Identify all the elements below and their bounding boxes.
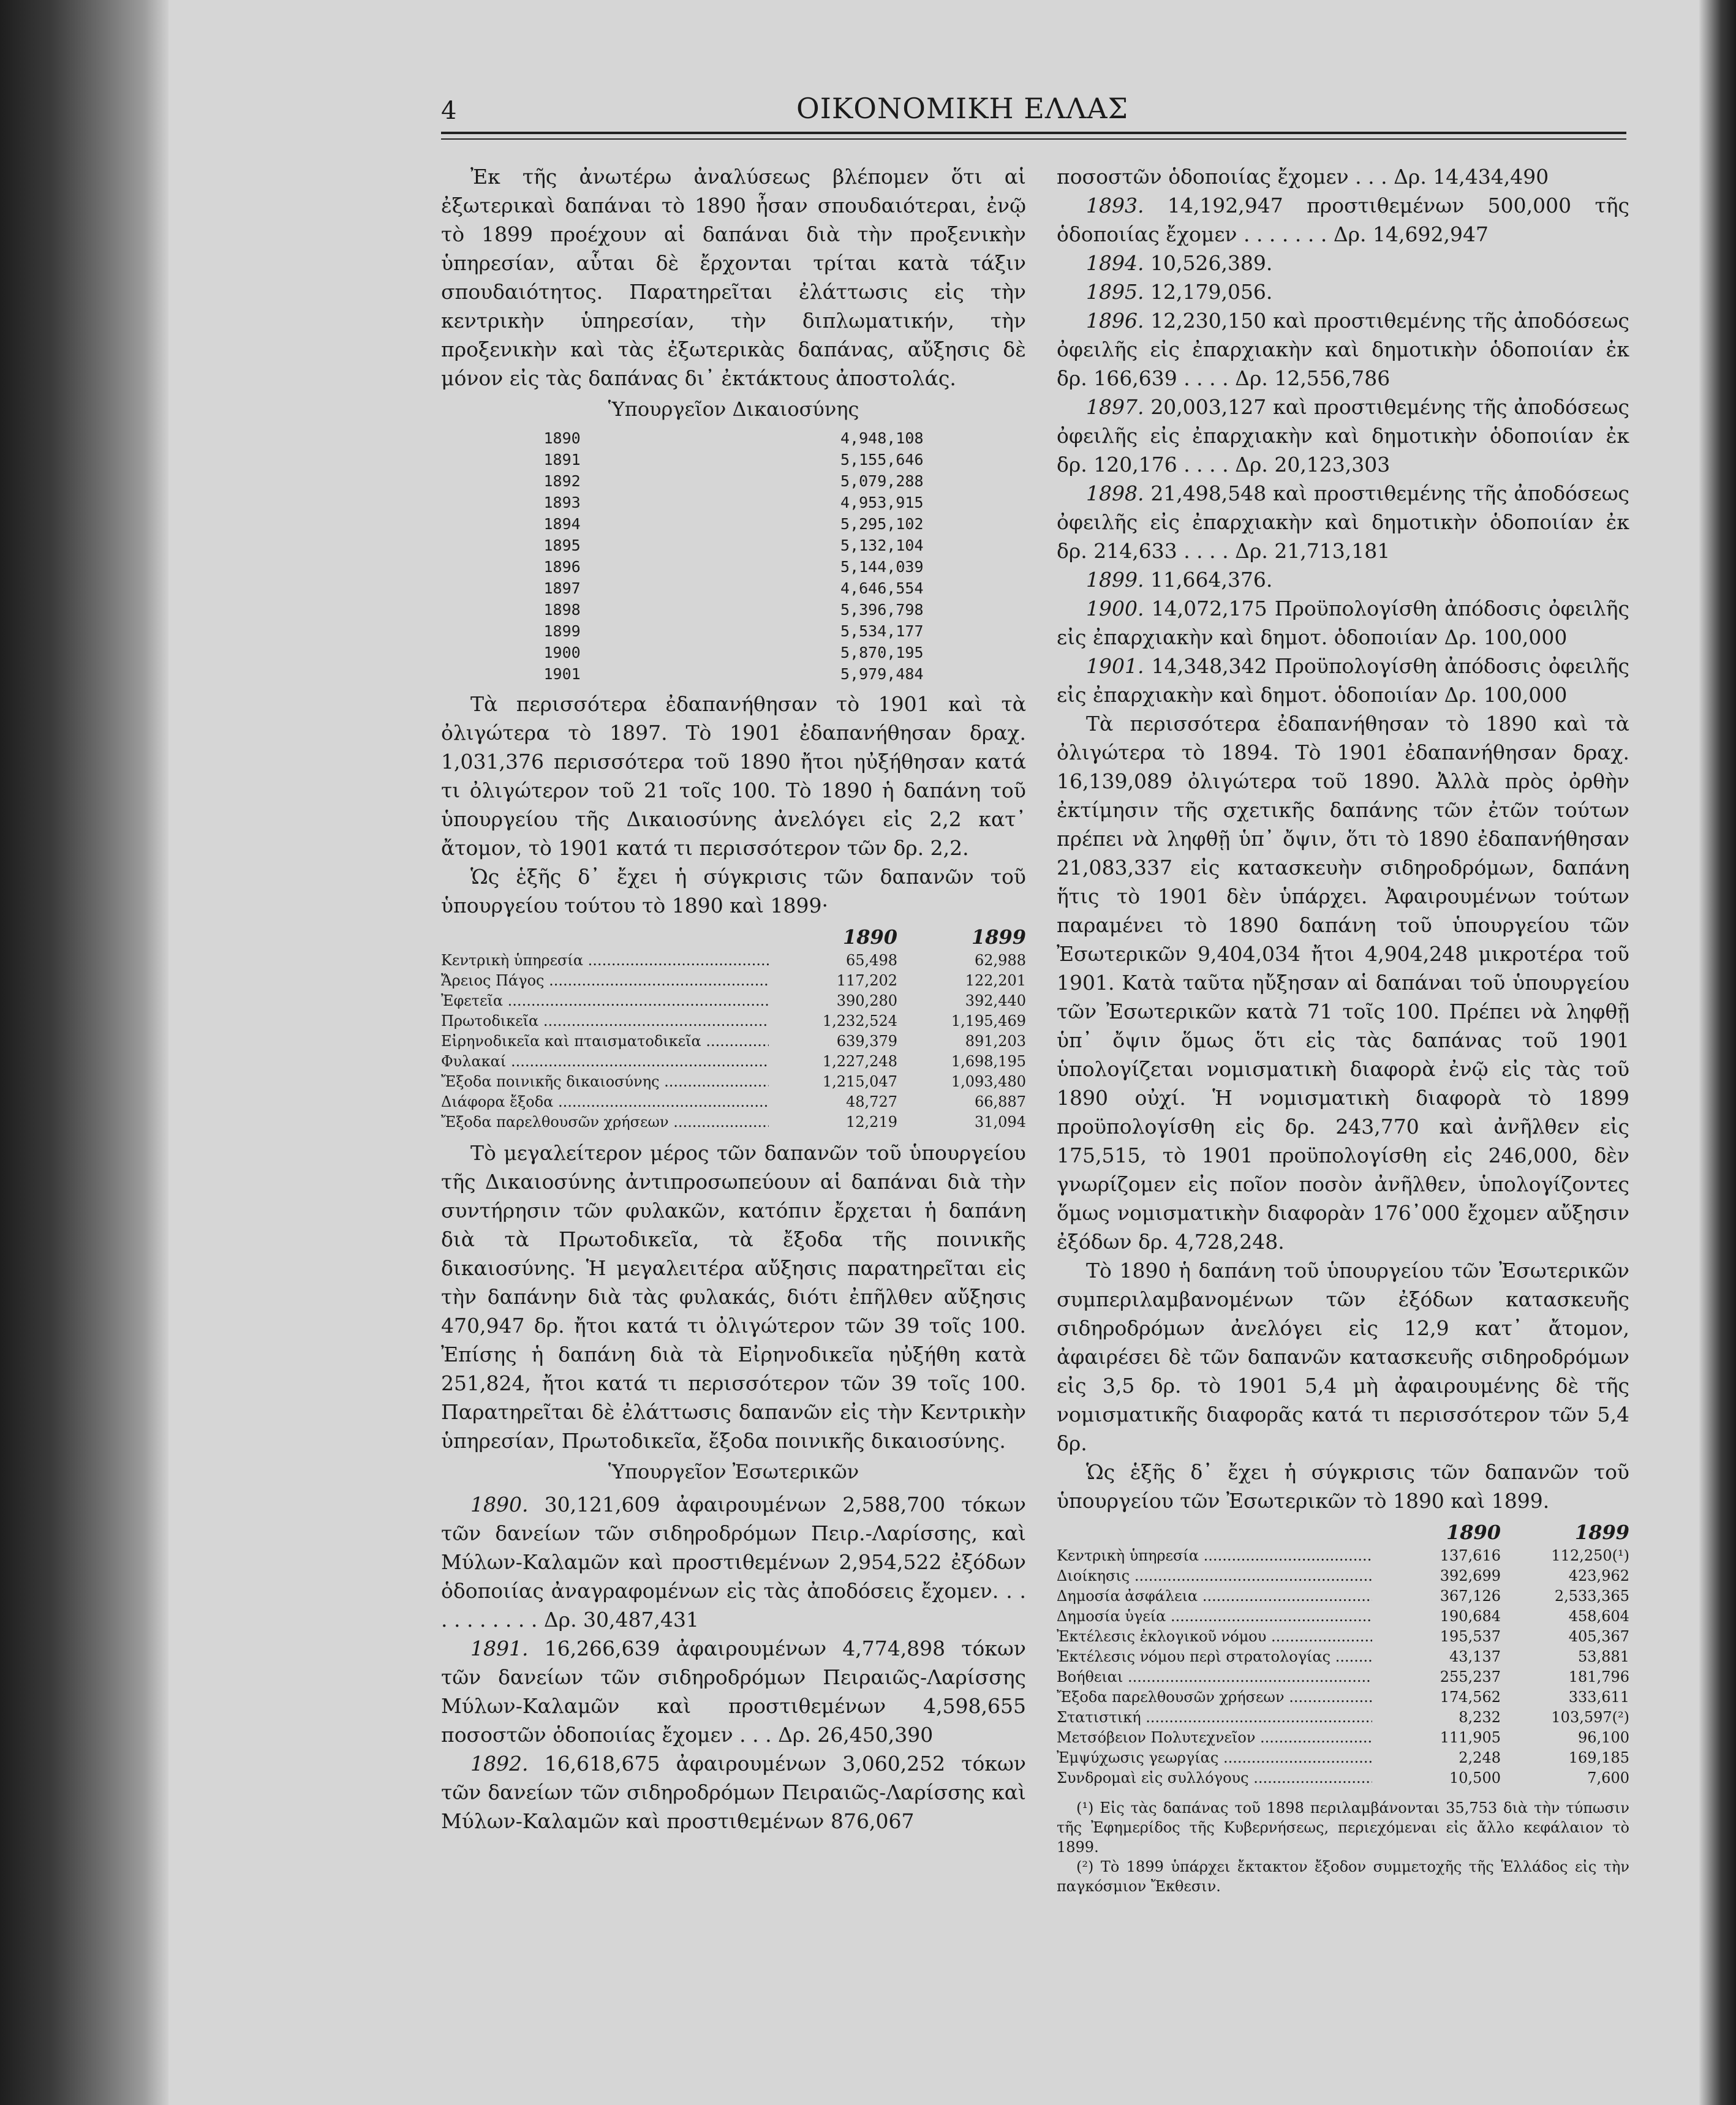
year-label: 1899. <box>1086 568 1144 592</box>
year-entry-1900 <box>1057 594 1629 652</box>
row-label: Δημοσία ὑγεία ..... <box>1057 1606 1372 1627</box>
value-1899: 333,611 <box>1501 1687 1629 1708</box>
value-1899: 7,600 <box>1501 1768 1629 1788</box>
year-label: 1895. <box>1086 280 1144 304</box>
list-item <box>544 663 924 685</box>
value-cell: 5,979,484 <box>840 665 924 683</box>
header-rule <box>441 132 1626 134</box>
year-text: 12,179,056. <box>1150 280 1273 304</box>
value-1899: 62,988 <box>897 951 1026 971</box>
year-cell: 1891 <box>543 451 581 469</box>
year-label: 1894. <box>1086 251 1144 275</box>
footnotes <box>1057 1798 1629 1896</box>
footnote-1: (¹) Εἰς τὰς δαπάνας τοῦ 1898 περιλαμβάνονται 35,753 διὰ τὴν τύπωσιν τῆς Ἐφημερίδος τῆς Κυβερνήσεως, περιεχόμεναι εἰς ἄλλο κεφάλαιον τὸ 1899. <box>1057 1799 1629 1856</box>
value-1890: 390,280 <box>769 991 897 1011</box>
year-entry-1897 <box>1057 393 1629 479</box>
value-1890: 367,126 <box>1372 1586 1501 1606</box>
year-cell: 1890 <box>543 429 581 447</box>
book-binding <box>0 0 144 2105</box>
year-label: 1892. <box>470 1752 529 1776</box>
interior-heading: Ὑπουργεῖον Ἐσωτερικῶν <box>608 1460 859 1483</box>
table-header <box>441 924 1026 951</box>
table-row <box>1057 1606 1629 1627</box>
year-text: 16,618,675 ἀφαιρουμένων 3,060,252 τόκων τῶν δανείων τῶν σιδηροδρόμων Πειραιῶς-Λαρίσσης καὶ Μύλων-Καλαμῶν καὶ προστιθεμένων 876,067 <box>441 1752 1026 1833</box>
year-label: 1897. <box>1086 395 1144 419</box>
table-header-1899: 1899 <box>971 925 1026 949</box>
table-row <box>1057 1768 1629 1788</box>
year-label: 1900. <box>1086 597 1144 620</box>
value-cell: 5,534,177 <box>840 622 924 640</box>
left-column <box>441 162 1026 1836</box>
table-header-1890: 1890 <box>1446 1521 1501 1544</box>
table-row <box>1057 1687 1629 1708</box>
year-text: 14,192,947 προστιθεμένων 500,000 τῆς ὁδοποιίας ἔχομεν . . . . . . . Δρ. 14,692,947 <box>1057 194 1629 246</box>
year-entry-1893 <box>1057 191 1629 249</box>
value-1899: 169,185 <box>1501 1748 1629 1768</box>
justice-paragraph-3: Τὸ μεγαλείτερον μέρος τῶν δαπανῶν τοῦ ὑπουργείου τῆς Δικαιοσύνης ἀντιπροσωπεύουν αἱ δαπάναι διὰ τὴν συντήρησιν τῶν φυλακῶν, κατόπιν ἔρχεται ἡ δαπάνη διὰ τὰ Πρωτοδικεῖα, τὰ ἔξοδα τῆς ποινικῆς δικαιοσύνης. Ἡ μεγαλειτέρα αὔξησις παρατηρεῖται εἰς τὴν δαπάνην διὰ τὰς φυλακάς, διότι ἐπῆλθεν αὔξησις 470,947 δρ. ἤτοι κατά τι ὀλιγώτερον τῶν 39 τοῖς 100. Ἐπίσης ἡ δαπάνη διὰ τὰ Εἰρηνοδικεῖα ηὐξήθη κατὰ 251,824, ἤτοι κατά τι περισσότερον τῶν 39 τοῖς 100. Παρατηρεῖται δὲ ἐλάττωσις δαπανῶν εἰς τὴν Κεντρικὴν ὑπηρεσίαν, Πρωτοδικεῖα, ἔξοδα ποινικῆς δικαιοσύνης. <box>441 1141 1026 1453</box>
row-label: Μετσόβειον Πολυτεχνεῖον ..... <box>1057 1728 1372 1748</box>
value-1899: 1,195,469 <box>897 1011 1026 1031</box>
list-item <box>544 578 924 599</box>
row-label: Βοήθειαι ..... <box>1057 1667 1372 1687</box>
year-cell: 1893 <box>543 494 581 511</box>
year-text: 10,526,389. <box>1150 251 1273 275</box>
footnote-2: (²) Τὸ 1899 ὑπάρχει ἔκτακτον ἔξοδον συμμετοχῆς τῆς Ἑλλάδος εἰς τὴν παγκόσμιον Ἔκθεσιν. <box>1057 1858 1629 1895</box>
list-item <box>544 642 924 663</box>
list-item <box>544 449 924 470</box>
year-text: 21,498,548 καὶ προστιθεμένης τῆς ἀποδόσεως ὀφειλῆς εἰς ἐπαρχιακὴν καὶ δημοτικὴν ὁδοποιίαν ἐκ δρ. 214,633 . . . . Δρ. 21,713,181 <box>1057 481 1629 563</box>
year-cell: 1898 <box>543 601 581 619</box>
table-header <box>1057 1519 1629 1546</box>
value-1899: 405,367 <box>1501 1627 1629 1647</box>
interior-paragraph-3: Ὡς ἑξῆς δ᾽ ἔχει ἡ σύγκρισις τῶν δαπανῶν τοῦ ὑπουργείου τῶν Ἐσωτερικῶν τὸ 1890 καὶ 1899. <box>1057 1460 1629 1513</box>
value-1890: 1,232,524 <box>769 1011 897 1031</box>
list-item <box>544 492 924 513</box>
value-cell: 5,155,646 <box>840 451 924 469</box>
row-label: Εἰρηνοδικεῖα καὶ πταισματοδικεῖα ..... <box>441 1031 769 1052</box>
header-rule-thin <box>441 138 1626 140</box>
table-row <box>441 1031 1026 1052</box>
value-1890: 2,248 <box>1372 1748 1501 1768</box>
value-1890: 12,219 <box>769 1112 897 1132</box>
list-item <box>544 620 924 642</box>
value-1899: 96,100 <box>1501 1728 1629 1748</box>
value-1890: 174,562 <box>1372 1687 1501 1708</box>
value-1899: 392,440 <box>897 991 1026 1011</box>
table-row <box>1057 1627 1629 1647</box>
year-text: 11,664,376. <box>1150 568 1273 592</box>
value-1890: 639,379 <box>769 1031 897 1052</box>
year-text: 16,266,639 ἀφαιρουμένων 4,774,898 τόκων τῶν δανείων τῶν σιδηροδρόμων Πειραιῶς-Λαρίσσης Μύλων-Καλαμῶν καὶ προστιθεμένων 4,598,655 ποσοστῶν ὁδοποιίας ἔχομεν . . . Δρ. 26,450,390 <box>441 1636 1026 1747</box>
value-1890: 195,537 <box>1372 1627 1501 1647</box>
table-row <box>441 1011 1026 1031</box>
justice-paragraph-1: Τὰ περισσότερα ἐδαπανήθησαν τὸ 1901 καὶ τὰ ὀλιγώτερα τὸ 1897. Τὸ 1901 ἐδαπανήθησαν δραχ. 1,031,376 περισσότερα τοῦ 1890 ἤτοι ηὐξήθησαν κατά τι ὀλιγώτερον τοῦ 21 τοῖς 100. Τὸ 1890 ἡ δαπάνη τοῦ ὑπουργείου τῆς Δικαιοσύνης ἀνελόγει εἰς 2,2 κατ᾽ ἄτομον, τὸ 1901 κατά τι περισσότερον τῶν δρ. 2,2. <box>441 692 1026 860</box>
value-cell: 5,870,195 <box>840 644 924 661</box>
year-entry-1899 <box>1057 565 1629 594</box>
year-entry-1890 <box>441 1490 1026 1634</box>
year-entry-1892 <box>441 1749 1026 1836</box>
table-row <box>441 1092 1026 1112</box>
year-cell: 1899 <box>543 622 581 640</box>
value-1899: 103,597(²) <box>1501 1708 1629 1728</box>
row-label: Κεντρικὴ ὑπηρεσία ..... <box>441 951 769 971</box>
year-label: 1891. <box>470 1636 529 1660</box>
value-1899: 1,698,195 <box>897 1052 1026 1072</box>
row-label: Ἐκτέλεσις νόμου περὶ στρατολογίας ..... <box>1057 1647 1372 1667</box>
table-row <box>1057 1728 1629 1748</box>
table-header-1899: 1899 <box>1574 1521 1629 1544</box>
table-row <box>1057 1586 1629 1606</box>
year-entry-1895 <box>1057 277 1629 306</box>
value-1890: 43,137 <box>1372 1647 1501 1667</box>
row-label: Φυλακαί ..... <box>441 1052 769 1072</box>
value-1899: 122,201 <box>897 971 1026 991</box>
value-1899: 458,604 <box>1501 1606 1629 1627</box>
value-1899: 891,203 <box>897 1031 1026 1052</box>
value-cell: 5,079,288 <box>840 472 924 490</box>
justice-year-list <box>544 427 924 685</box>
table-row <box>1057 1647 1629 1667</box>
value-cell: 5,144,039 <box>840 558 924 576</box>
year-text: 14,348,342 Προϋπολογίσθη ἀπόδοσις ὀφειλῆς εἰς ἐπαρχιακὴν καὶ δημοτ. ὁδοποιίαν Δρ. 100,000 <box>1057 654 1629 707</box>
value-1890: 65,498 <box>769 951 897 971</box>
right-column <box>1057 162 1629 1896</box>
list-item <box>544 427 924 449</box>
year-text: 12,230,150 καὶ προστιθεμένης τῆς ἀποδόσεως ὀφειλῆς εἰς ἐπαρχιακὴν καὶ δημοτικὴν ὁδοποιίαν ἐκ δρ. 166,639 . . . . Δρ. 12,556,786 <box>1057 309 1629 390</box>
year-label: 1896. <box>1086 309 1144 333</box>
table-row <box>1057 1748 1629 1768</box>
row-label: Ἐμψύχωσις γεωργίας ..... <box>1057 1748 1372 1768</box>
table-row <box>1057 1566 1629 1586</box>
value-cell: 4,948,108 <box>840 429 924 447</box>
interior-paragraph-1: Τὰ περισσότερα ἐδαπανήθησαν τὸ 1890 καὶ τὰ ὀλιγώτερα τὸ 1894. Τὸ 1901 ἐδαπανήθησαν δραχ. 16,139,089 ὀλιγώτερα τοῦ 1890. Ἀλλὰ πρὸς ὀρθὴν ἐκτίμησιν τῆς σχετικῆς δαπάνης τῶν ἐτῶν τούτων πρέπει νὰ ληφθῇ ὑπ᾽ ὄψιν, ὅτι τὸ 1890 ἐδαπανήθησαν 21,083,337 εἰς κατασκευὴν σιδηροδρόμων, δαπάνη ἥτις τὸ 1901 δὲν ὑπάρχει. Ἀφαιρουμένων τούτων παραμένει τὸ 1890 δαπάνη τοῦ ὑπουργείου τῶν Ἐσωτερικῶν 9,404,034 ἤτοι 4,904,248 μικροτέρα τοῦ 1901. Κατὰ ταῦτα ηὔξησαν αἱ δαπάναι τοῦ ὑπουργείου τῶν Ἐσωτερικῶν κατὰ 71 τοῖς 100. Πρέπει νὰ ληφθῇ ὑπ᾽ ὄψιν ὅμως ὅτι εἰς τὰς δαπάνας τοῦ 1901 ὑπολογίζεται νομισματικὴ διαφορὰ ἐνῷ εἰς τὰς τοῦ 1890 οὐχί. Ἡ νομισματικὴ διαφορὰ τὸ 1899 προϋπολογίσθη εἰς δρ. 243,770 καὶ ἀνῆλθεν εἰς 175,515, τὸ 1901 προϋπολογίσθη εἰς 246,000, δὲν γνωρίζομεν εἰς ποῖον ποσὸν ἀνῆλθεν, ὑπολογίζοντες ὅμως νομισματικὴν διαφορὰν 176᾽000 ἔχομεν αὔξησιν ἐξόδων δρ. 4,728,248. <box>1057 712 1629 1254</box>
year-label: 1898. <box>1086 481 1144 505</box>
year-cell: 1894 <box>543 515 581 533</box>
row-label: Ἐφετεῖα ..... <box>441 991 769 1011</box>
row-label: Ἔξοδα ποινικῆς δικαιοσύνης ..... <box>441 1072 769 1092</box>
justice-comparison-table <box>441 924 1026 1132</box>
list-item <box>544 470 924 492</box>
value-1890: 1,215,047 <box>769 1072 897 1092</box>
justice-heading: Ὑπουργεῖον Δικαιοσύνης <box>608 397 859 421</box>
value-1899: 2,533,365 <box>1501 1586 1629 1606</box>
interior-comparison-table <box>1057 1519 1629 1788</box>
year-cell: 1897 <box>543 579 581 597</box>
year-cell: 1901 <box>543 665 581 683</box>
year-entry-1898 <box>1057 479 1629 565</box>
year-entry-1894 <box>1057 249 1629 277</box>
value-1890: 117,202 <box>769 971 897 991</box>
value-1890: 392,699 <box>1372 1566 1501 1586</box>
table-row <box>441 1112 1026 1132</box>
year-cell: 1896 <box>543 558 581 576</box>
row-label: Ἔξοδα παρελθουσῶν χρήσεων ..... <box>441 1112 769 1132</box>
list-item <box>544 513 924 535</box>
year-label: 1893. <box>1086 194 1144 217</box>
value-1890: 255,237 <box>1372 1667 1501 1687</box>
value-cell: 4,953,915 <box>840 494 924 511</box>
continuation-line: ποσοστῶν ὁδοποιίας ἔχομεν . . . Δρ. 14,434,490 <box>1057 165 1549 189</box>
year-label: 1890. <box>470 1493 529 1516</box>
row-label: Πρωτοδικεῖα ..... <box>441 1011 769 1031</box>
value-1890: 190,684 <box>1372 1606 1501 1627</box>
table-row <box>441 951 1026 971</box>
value-1890: 1,227,248 <box>769 1052 897 1072</box>
intro-paragraph: Ἐκ τῆς ἀνωτέρω ἀναλύσεως βλέπομεν ὅτι αἱ ἐξωτερικαὶ δαπάναι τὸ 1890 ἦσαν σπουδαιότεραι, ἐνῷ τὸ 1899 προέχουν αἱ δαπάναι διὰ τὴν προξενικὴν ὑπηρεσίαν, αὗται δὲ ἔρχονται τρίται κατὰ τάξιν σπουδαιότητος. Παρατηρεῖται ἐλάττωσις εἰς τὴν κεντρικὴν ὑπηρεσίαν, τὴν διπλωματικήν, τὴν προξενικὴν καὶ τὰς ἐξωτερικὰς δαπάνας, αὔξησις δὲ μόνον εἰς τὰς δαπάνας δι᾽ ἐκτάκτους ἀποστολάς. <box>441 165 1026 390</box>
binding-shadow <box>144 0 168 2105</box>
value-1899: 112,250(¹) <box>1501 1546 1629 1566</box>
list-item <box>544 599 924 620</box>
table-row <box>441 1072 1026 1092</box>
table-row <box>441 991 1026 1011</box>
value-1899: 53,881 <box>1501 1647 1629 1667</box>
value-cell: 4,646,554 <box>840 579 924 597</box>
value-cell: 5,132,104 <box>840 537 924 554</box>
year-cell: 1892 <box>543 472 581 490</box>
value-1890: 8,232 <box>1372 1708 1501 1728</box>
year-entry-1896 <box>1057 306 1629 393</box>
row-label: Ἔξοδα παρελθουσῶν χρήσεων ..... <box>1057 1687 1372 1708</box>
table-row <box>441 1052 1026 1072</box>
table-row <box>1057 1708 1629 1728</box>
year-cell: 1900 <box>543 644 581 661</box>
value-1890: 48,727 <box>769 1092 897 1112</box>
year-label: 1901. <box>1086 654 1144 678</box>
value-1890: 10,500 <box>1372 1768 1501 1788</box>
table-header-1890: 1890 <box>842 925 897 949</box>
year-entry-1891 <box>441 1634 1026 1749</box>
year-text: 14,072,175 Προϋπολογίσθη ἀπόδοσις ὀφειλῆς εἰς ἐπαρχιακὴν καὶ δημοτ. ὁδοποιίαν Δρ. 100,000 <box>1057 597 1629 649</box>
table-row <box>1057 1546 1629 1566</box>
value-cell: 5,396,798 <box>840 601 924 619</box>
value-1899: 423,962 <box>1501 1566 1629 1586</box>
interior-paragraph-2: Τὸ 1890 ἡ δαπάνη τοῦ ὑπουργείου τῶν Ἐσωτερικῶν συμπεριλαμβανομένων τῶν ἐξόδων κατασκευῆς σιδηροδρόμων ἀνελόγει εἰς 12,9 κατ᾽ ἄτομον, ἀφαιρέσει δὲ τῶν δαπανῶν κατασκευῆς σιδηροδρόμων εἰς 3,5 δρ. τὸ 1901 5,4 μὴ ἀφαιρουμένης δὲ τῆς νομισματικῆς διαφορᾶς κατά τι περισσότερον τῶν 5,4 δρ. <box>1057 1259 1629 1455</box>
list-item <box>544 556 924 578</box>
row-label: Συνδρομαὶ εἰς συλλόγους ..... <box>1057 1768 1372 1788</box>
value-1899: 1,093,480 <box>897 1072 1026 1092</box>
row-label: Στατιστική ..... <box>1057 1708 1372 1728</box>
row-label: Διοίκησις ..... <box>1057 1566 1372 1586</box>
row-label: Διάφορα ἔξοδα ..... <box>441 1092 769 1112</box>
row-label: Δημοσία ἀσφάλεια ..... <box>1057 1586 1372 1606</box>
table-row <box>1057 1667 1629 1687</box>
row-label: Κεντρικὴ ὑπηρεσία ..... <box>1057 1546 1372 1566</box>
value-1899: 181,796 <box>1501 1667 1629 1687</box>
row-label: Ἄρειος Πάγος ..... <box>441 971 769 991</box>
value-cell: 5,295,102 <box>840 515 924 533</box>
running-head: ΟΙΚΟΝΟΜΙΚΗ ΕΛΛΑΣ <box>796 92 1129 125</box>
list-item <box>544 535 924 556</box>
value-1899: 31,094 <box>897 1112 1026 1132</box>
table-row <box>441 971 1026 991</box>
value-1890: 111,905 <box>1372 1728 1501 1748</box>
page-edge-shadow <box>1699 0 1736 2105</box>
year-text: 30,121,609 ἀφαιρουμένων 2,588,700 τόκων τῶν δανείων τῶν σιδηροδρόμων Πειρ.-Λαρίσσης, καὶ Μύλων-Καλαμῶν καὶ προστιθεμένων 2,954,522 ἐξόδων ὁδοποιίας ἀναγραφομένων εἰς τὰς ἀποδόσεις ἔχομεν. . . . . . . . . . . Δρ. 30,487,431 <box>441 1493 1026 1632</box>
justice-paragraph-2: Ὡς ἑξῆς δ᾽ ἔχει ἡ σύγκρισις τῶν δαπανῶν τοῦ ὑπουργείου τούτου τὸ 1890 καὶ 1899· <box>441 865 1026 917</box>
year-cell: 1895 <box>543 537 581 554</box>
value-1890: 137,616 <box>1372 1546 1501 1566</box>
value-1899: 66,887 <box>897 1092 1026 1112</box>
year-text: 20,003,127 καὶ προστιθεμένης τῆς ἀποδόσεως ὀφειλῆς εἰς ἐπαρχιακὴν καὶ δημοτικὴν ὁδοποιίαν ἐκ δρ. 120,176 . . . . Δρ. 20,123,303 <box>1057 395 1629 476</box>
page-number: 4 <box>441 97 457 125</box>
row-label: Ἐκτέλεσις ἐκλογικοῦ νόμου ..... <box>1057 1627 1372 1647</box>
year-entry-1901 <box>1057 652 1629 709</box>
